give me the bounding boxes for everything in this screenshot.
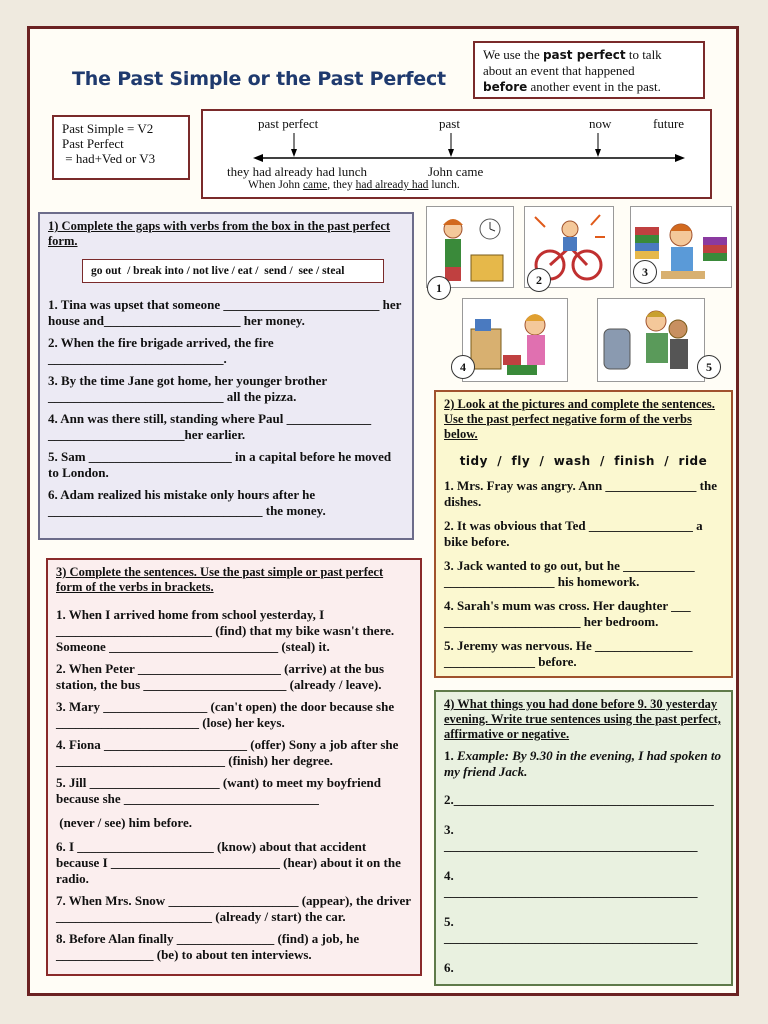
exercise-4-item: 4. _______________________________________: [444, 868, 698, 899]
exercise-4-header: 4) What things you had done before 9. 30 yesterday evening. Write true sentences using the past perfect, affirmative or negative.: [444, 697, 721, 741]
timeline-event1: they had already had lunch: [227, 164, 368, 179]
exercise-3-item: 8. Before Alan finally _______________ (find) a job, he _______________ (be) to about ten interviews.: [56, 931, 360, 962]
exercise-3-item: 6. I _____________________ (know) about that accident because I __________________________ (hear) about it on the radio.: [56, 839, 401, 886]
timeline-past: past: [439, 116, 460, 131]
rule-text: another event in the past.: [527, 79, 661, 94]
nervous-flyer-icon: [598, 299, 704, 381]
exercise-2-header: 2) Look at the pictures and complete the sentences. Use the past perfect negative form of the verbs below.: [444, 397, 715, 441]
timeline-box: [201, 109, 712, 199]
exercise-1-item: 5. Sam ______________________ in a capital before he moved to London.: [48, 449, 392, 480]
exercise-2-item: 5. Jeremy was nervous. He _______________ ______________ before.: [444, 638, 693, 669]
exercise-4-item: 6.: [444, 960, 454, 975]
exercise-3-header: 3) Complete the sentences. Use the past simple or past perfect form of the verbs in brackets.: [56, 565, 384, 594]
exercise-3-item: 3. Mary ________________ (can't open) the door because she ______________________ (lose) her keys.: [56, 699, 395, 730]
picture-number: 3: [633, 260, 657, 284]
exercise-2: [434, 390, 733, 678]
verb-box: go out / break into / not live / eat / send / see / steal: [82, 259, 384, 283]
rule-emphasis: past perfect: [542, 48, 626, 62]
woman-angry-icon: [427, 207, 513, 287]
formula-line: = had+Ved or V3: [62, 151, 156, 166]
exercise-4-item: 3. _______________________________________: [444, 822, 698, 853]
exercise-1: [38, 212, 414, 540]
rule-text: to talk: [625, 47, 662, 62]
rule-emphasis: before: [483, 80, 528, 94]
exercise-3: [46, 558, 422, 976]
exercise-1-item: 2. When the fire brigade arrived, the fire ___________________________.: [48, 335, 274, 366]
exercise-1-item: 3. By the time Jane got home, her younger brother ___________________________ all the pizza.: [48, 373, 327, 404]
formula-line: Past Simple = V2: [62, 121, 154, 136]
exercise-3-item: 5. Jill ____________________ (want) to meet my boyfriend because she ______________________________: [56, 775, 381, 806]
formula-line: Past Perfect: [62, 136, 124, 151]
exercise-3-item: 7. When Mrs. Snow ____________________ (appear), the driver ________________________ (already / start) the car.: [56, 893, 411, 924]
timeline-example: When John came, they had already had lunch.: [248, 179, 460, 191]
timeline-past-perfect: past perfect: [258, 116, 319, 131]
rule-text: We use the: [483, 47, 543, 62]
exercise-4-example: 1. Example: By 9.30 in the evening, I had spoken to my friend Jack.: [444, 748, 721, 779]
exercise-1-item: 6. Adam realized his mistake only hours after he _________________________________ the money.: [48, 487, 326, 518]
exercise-3-item: 1. When I arrived home from school yesterday, I ________________________ (find) that my bike wasn't there. Someone __________________________ (steal) it.: [56, 607, 395, 654]
exercise-4-item: 2.________________________________________: [444, 792, 714, 807]
exercise-1-item: 4. Ann was there still, standing where Paul _____________ _____________________her earlier.: [48, 411, 372, 442]
verb-list: tidy / fly / wash / finish / ride: [459, 454, 708, 468]
timeline-future: future: [653, 116, 685, 131]
formula-box: [52, 115, 190, 180]
timeline-event2: John came: [428, 164, 484, 179]
picture-number: 2: [527, 268, 551, 292]
messy-room-icon: [463, 299, 567, 381]
exercise-1-header: 1) Complete the gaps with verbs from the box in the past perfect form.: [48, 219, 391, 248]
exercise-2-item: 1. Mrs. Fray was angry. Ann ______________ the dishes.: [444, 478, 717, 509]
page-title: The Past Simple or the Past Perfect: [72, 68, 446, 90]
rule-text: about an event that happened: [483, 63, 635, 78]
picture-5: [597, 298, 705, 382]
rule-box: [473, 41, 705, 99]
picture-number: 1: [427, 276, 451, 300]
exercise-4: [434, 690, 733, 986]
exercise-3-item: (never / see) him before.: [56, 815, 192, 830]
picture-number: 5: [697, 355, 721, 379]
picture-number: 4: [451, 355, 475, 379]
exercise-2-item: 4. Sarah's mum was cross. Her daughter ___ _____________________ her bedroom.: [444, 598, 691, 629]
exercise-3-item: 2. When Peter ______________________ (arrive) at the bus station, the bus ______________________ (already / leave).: [56, 661, 385, 692]
timeline-now: now: [589, 116, 612, 131]
exercise-1-item: 1. Tina was upset that someone ________________________ her house and_____________________ her money.: [48, 297, 402, 328]
exercise-2-item: 3. Jack wanted to go out, but he ___________ _________________ his homework.: [444, 558, 695, 589]
exercise-4-item: 5. _______________________________________: [444, 914, 698, 945]
exercise-2-item: 2. It was obvious that Ted ________________ a bike before.: [444, 518, 703, 549]
picture-4: [462, 298, 568, 382]
exercise-3-item: 4. Fiona ______________________ (offer) Sony a job after she __________________________ (finish) her degree.: [56, 737, 399, 768]
